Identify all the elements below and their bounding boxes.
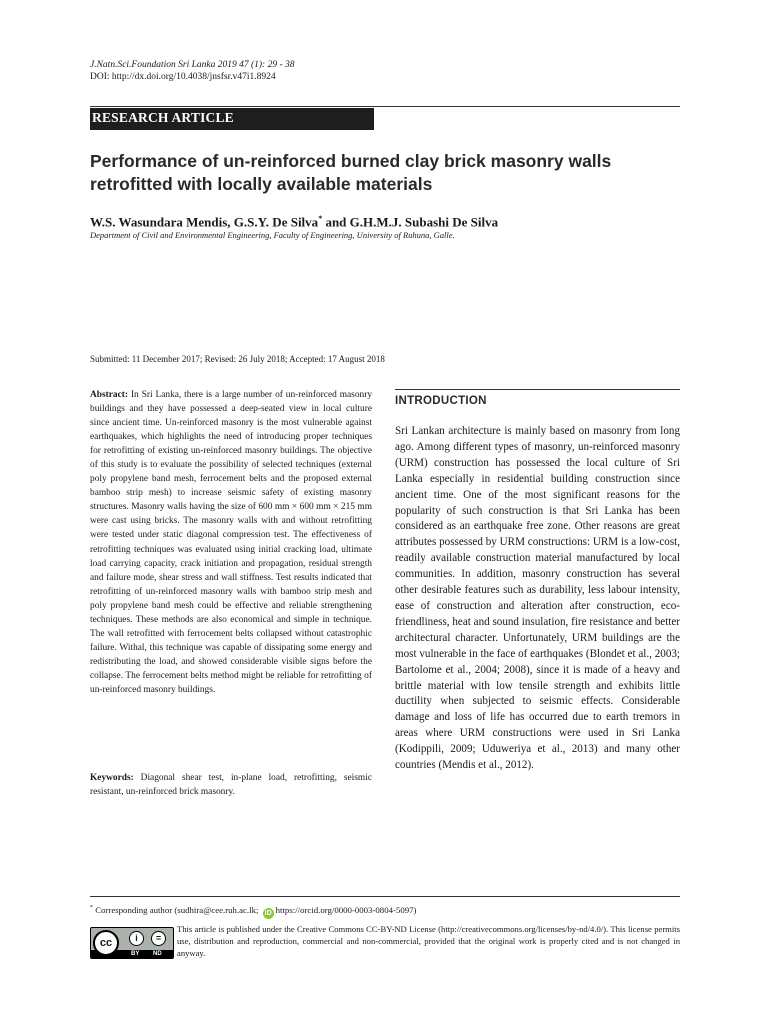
journal-citation: J.Natn.Sci.Foundation Sri Lanka 2019 47 (1): 29 - 38 [90, 60, 295, 70]
authors-part-2: and G.H.M.J. Subashi De Silva [322, 214, 499, 230]
abstract-label: Abstract: [90, 390, 129, 400]
submission-dates: Submitted: 11 December 2017; Revised: 26 July 2018; Accepted: 17 August 2018 [90, 354, 385, 364]
license-statement: This article is published under the Creative Commons CC-BY-ND License (http://creativecommons.org/licenses/by-nd/4.0/). This license permits use, distribution and reproduction, commercial and non-commercial, provided that the original work is properly cited and is not changed in anyway. [177, 924, 680, 958]
abstract-text: In Sri Lanka, there is a large number of un-reinforced masonry buildings and they have possessed a deep-seated view in local culture since ancient time. Un-reinforced masonry is the most vulnerable against earthquakes, which highlights the need of introducing proper techniques for retrofitting of existing un-reinforced masonry buildings. The objective of this study is to evaluate the possibility of selected techniques (external poly propylene band mesh, ferrocement belts and the proposed external bamboo strip mesh) to increase seismic safety of existing masonry structures. Masonry walls having the size of 600 mm × 600 mm × 215 mm were cast using bricks. The masonry walls with and without retrofitting were tested under static diagonal compression test. The effectiveness of retrofitting techniques was evaluated using initial cracking load, ultimate load carrying capacity, crack initiation and propagation, residual strength and failure mode, shear stress and wall stiffness. Test results indicated that retrofitting of un-reinforced masonry walls with bamboo strip mesh and poly propylene band mesh could be effective and reliable strengthening techniques. These methods are also economical and simple in technique. The wall retrofitted with ferrocement belts collapsed without catastrophic failure. Withal, this technique was capable of dissipating some energy and redistributing the load, and showed considerable visible signs before the collapse. The ferrocement belts method might be reliable for retrofitting of un-reinforced masonry buildings. [90, 390, 373, 695]
keywords-text: Diagonal shear test, in-plane load, retrofitting, seismic resistant, un-reinforced brick masonry. [90, 773, 372, 797]
cc-by-nd-license-badge[interactable] [90, 927, 174, 959]
footnote-rule [90, 896, 680, 897]
corresponding-author-note [90, 902, 416, 919]
cc-icon: cc [93, 930, 119, 956]
abstract [90, 388, 372, 697]
section-heading-introduction: INTRODUCTION [395, 395, 487, 407]
footnote-mark: * [90, 905, 93, 911]
paper-title: Performance of un-reinforced burned clay brick masonry walls retrofitted with locally available materials [90, 151, 612, 194]
introduction-body: Sri Lankan architecture is mainly based on masonry from long ago. Among different types of masonry, un-reinforced masonry (URM) construction has possessed the local culture of Sri Lanka especially in residential building construction since ancient time. One of the most significant reasons for the popularity of such construction is that Sri Lanka has been considered as an earthquake free zone. Other reasons are great attributes possessed by URM constructions: URM is a low-cost, readily available construction material manufactured by local communities. In addition, masonry construction has several other desirable features such as durability, less labour intensity, ease of construction and alteration after construction, eco-friendliness, heat and sound insulation, fire resistance and better architectural character. Unfortunately, URM buildings are the most vulnerable in the face of earthquakes (Blondet et al., 2003; Bartolome et al., 2004; 2008), since it is made of a heavy and brittle material with low tensile strength and exhibits little ductility when subjected to seismic effects. Considerable damage and loss of life has occurred due to earth tremors in areas where URM constructions were used in Sri Lanka (Kodippili, 2009; Uduweriya et al., 2013) and many other countries (Mendis et al., 2012). [395, 425, 680, 772]
affiliation: Department of Civil and Environmental Engineering, Faculty of Engineering, University of Ruhuna, Galle. [90, 230, 455, 240]
attribution-icon: i [129, 931, 144, 946]
nd-label: ND [153, 951, 162, 957]
orcid-link[interactable]: https://orcid.org/0000-0003-0804-5097) [275, 904, 417, 915]
orcid-icon: iD [264, 909, 272, 917]
by-label: BY [131, 951, 140, 957]
no-derivatives-icon: = [151, 931, 166, 946]
article-type-banner: RESEARCH ARTICLE [90, 108, 374, 130]
corresponding-mark: * [318, 214, 323, 223]
corresponding-email[interactable]: Corresponding author (sudhira@cee.ruh.ac.lk; [95, 904, 259, 915]
authors-part-1: W.S. Wasundara Mendis, G.S.Y. De Silva [90, 214, 319, 230]
keywords [90, 771, 372, 799]
keywords-label: Keywords: [90, 773, 134, 783]
doi-link[interactable]: DOI: http://dx.doi.org/10.4038/jnsfsr.v47i1.8924 [90, 72, 276, 82]
author-list [90, 211, 498, 230]
header-rule [90, 106, 680, 107]
section-rule [395, 389, 680, 390]
